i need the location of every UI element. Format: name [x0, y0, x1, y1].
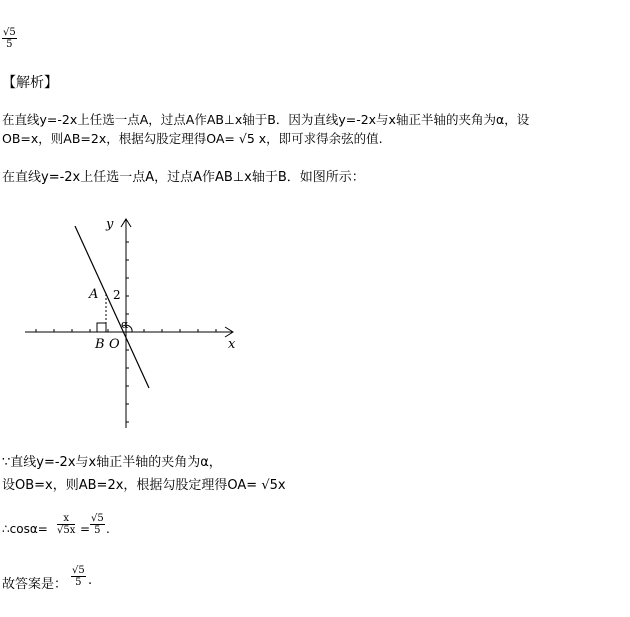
origin-O-label: O [109, 337, 120, 352]
paragraph-1-line-2: OB=x，则AB=2x，根据勾股定理得OA= √5 x，即可求得余弦的值. [2, 131, 383, 146]
cos-fraction-1 [57, 513, 75, 536]
point-B-label: B [95, 337, 105, 352]
angle-alpha-label: α [121, 318, 129, 331]
right-angle-marker [97, 323, 106, 332]
fraction-numerator: √5 [3, 27, 16, 38]
solution-line-3: ∵直线y=-2x与x轴正半轴的夹角为α， [2, 455, 222, 470]
cos-equals: = [80, 522, 91, 536]
x-axis-label: x [228, 337, 236, 352]
cos-period: . [106, 522, 110, 536]
fraction-numerator: x [57, 513, 75, 525]
answer-fraction [71, 565, 86, 588]
answer-period: . [88, 573, 93, 588]
paragraph-1-line-1: 在直线y=-2x上任选一点A，过点A作AB⊥x轴于B．因为直线y=-2x与x轴正半轴的夹角为α，设 [2, 112, 530, 127]
answer-prefix: 故答案是： [2, 577, 68, 592]
fraction-numerator: √5 [72, 565, 85, 576]
analysis-heading: 【解析】 [2, 75, 58, 91]
tick-label-2: 2 [113, 288, 121, 302]
y-axis-label: y [106, 217, 114, 232]
fraction-denominator: 5 [75, 577, 82, 588]
top-answer-fraction [2, 27, 17, 50]
cos-alpha-prefix: ∴cosα= [2, 522, 48, 536]
fraction-denominator: √5x [57, 525, 76, 536]
line-y-equals-neg-2x [75, 226, 149, 388]
paragraph-2: 在直线y=-2x上任选一点A，过点A作AB⊥x轴于B．如图所示： [2, 170, 365, 185]
cos-fraction-2 [90, 513, 105, 536]
coordinate-figure [20, 212, 260, 432]
fraction-denominator: 5 [6, 39, 13, 50]
point-A-label: A [89, 287, 99, 302]
fraction-denominator: 5 [94, 525, 101, 536]
solution-line-4: 设OB=x，则AB=2x，根据勾股定理得OA= √5x [2, 478, 286, 493]
fraction-numerator: √5 [91, 513, 104, 524]
